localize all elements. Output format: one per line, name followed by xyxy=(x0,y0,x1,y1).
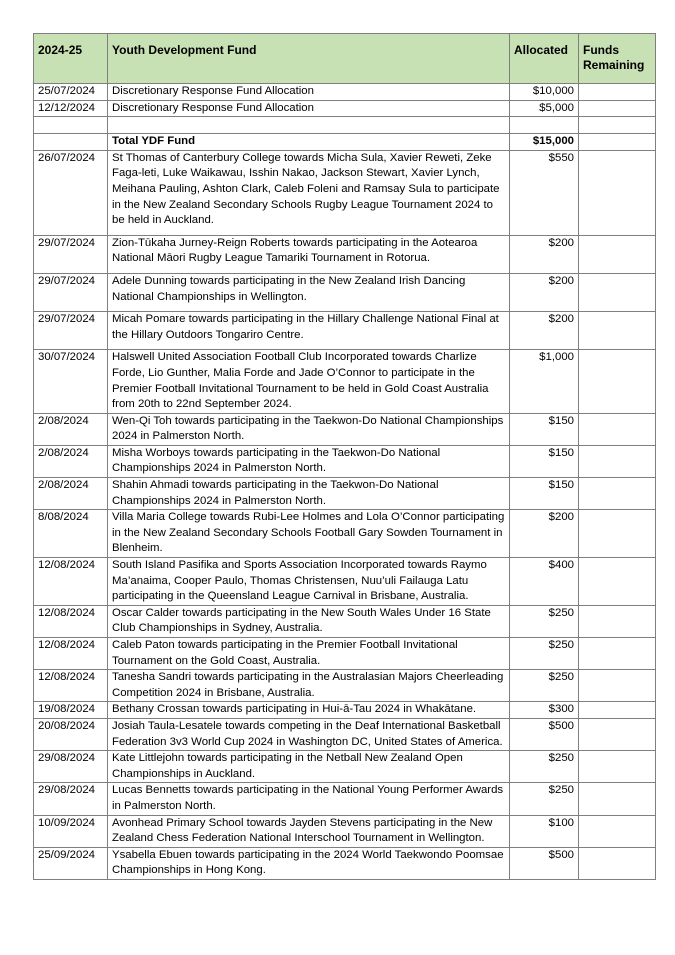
empty-row xyxy=(34,117,656,134)
header-remaining: Funds Remaining xyxy=(579,34,656,84)
empty-cell xyxy=(108,117,510,134)
row-allocated: $500 xyxy=(510,847,579,879)
row-description: Tanesha Sandri towards participating in the Australasian Majors Cheerleading Competition 2024 in Brisbane, Australia. xyxy=(108,670,510,702)
funding-row xyxy=(34,100,656,117)
row-description: Bethany Crossan towards participating in Hui-ā-Tau 2024 in Whakātane. xyxy=(108,702,510,719)
total-amount: $15,000 xyxy=(510,134,579,151)
row-remaining xyxy=(579,558,656,606)
empty-cell xyxy=(34,117,108,134)
allocation-row xyxy=(34,605,656,637)
row-date: 30/07/2024 xyxy=(34,350,108,413)
row-remaining xyxy=(579,783,656,815)
total-remaining xyxy=(579,134,656,151)
row-date: 25/09/2024 xyxy=(34,847,108,879)
row-remaining xyxy=(579,670,656,702)
allocation-row xyxy=(34,783,656,815)
row-description: Oscar Calder towards participating in the New South Wales Under 16 State Club Championships in Sydney, Australia. xyxy=(108,605,510,637)
row-date: 26/07/2024 xyxy=(34,150,108,235)
row-date: 19/08/2024 xyxy=(34,702,108,719)
row-description: South Island Pasifika and Sports Association Incorporated towards Raymo Ma’anaima, Cooper Paulo, Thomas Christensen, Nuu’uli Failauga Latu participating in the Queensland League Carnival in Brisbane, Australia. xyxy=(108,558,510,606)
row-date: 29/08/2024 xyxy=(34,783,108,815)
row-date: 29/07/2024 xyxy=(34,235,108,273)
row-remaining xyxy=(579,751,656,783)
funding-row xyxy=(34,84,656,101)
row-remaining xyxy=(579,718,656,750)
row-allocated: $200 xyxy=(510,235,579,273)
allocation-row xyxy=(34,235,656,273)
row-description: Discretionary Response Fund Allocation xyxy=(108,84,510,101)
header-row xyxy=(34,34,656,84)
row-allocated: $10,000 xyxy=(510,84,579,101)
row-allocated: $250 xyxy=(510,783,579,815)
allocation-row xyxy=(34,751,656,783)
row-allocated: $200 xyxy=(510,273,579,311)
row-allocated: $500 xyxy=(510,718,579,750)
row-remaining xyxy=(579,150,656,235)
row-date: 29/08/2024 xyxy=(34,751,108,783)
ydf-allocations-table xyxy=(33,33,656,880)
allocation-row xyxy=(34,638,656,670)
row-remaining xyxy=(579,312,656,350)
allocation-row xyxy=(34,478,656,510)
row-description: Adele Dunning towards participating in the New Zealand Irish Dancing National Championships in Wellington. xyxy=(108,273,510,311)
row-description: Josiah Taula-Lesatele towards competing in the Deaf International Basketball Federation 3v3 World Cup 2024 in Washington DC, United States of America. xyxy=(108,718,510,750)
row-date: 29/07/2024 xyxy=(34,273,108,311)
row-remaining xyxy=(579,84,656,101)
row-remaining xyxy=(579,638,656,670)
row-description: Caleb Paton towards participating in the Premier Football Invitational Tournament on the Gold Coast, Australia. xyxy=(108,638,510,670)
row-description: Halswell United Association Football Club Incorporated towards Charlize Forde, Lio Gunther, Malia Forde and Jade O’Connor to participate in the Premier Football Invitational Tournament to be held in Gold Coast Australia from 20th to 22nd September 2024. xyxy=(108,350,510,413)
row-date: 10/09/2024 xyxy=(34,815,108,847)
row-remaining xyxy=(579,702,656,719)
row-remaining xyxy=(579,815,656,847)
row-allocated: $150 xyxy=(510,413,579,445)
row-description: Kate Littlejohn towards participating in the Netball New Zealand Open Championships in Auckland. xyxy=(108,751,510,783)
row-date: 29/07/2024 xyxy=(34,312,108,350)
row-description: Micah Pomare towards participating in the Hillary Challenge National Final at the Hillary Outdoors Tongariro Centre. xyxy=(108,312,510,350)
empty-cell xyxy=(510,117,579,134)
row-description: Discretionary Response Fund Allocation xyxy=(108,100,510,117)
row-date: 8/08/2024 xyxy=(34,510,108,558)
row-allocated: $550 xyxy=(510,150,579,235)
allocation-row xyxy=(34,670,656,702)
row-allocated: $250 xyxy=(510,605,579,637)
allocation-row xyxy=(34,350,656,413)
allocation-row xyxy=(34,273,656,311)
row-remaining xyxy=(579,478,656,510)
total-row xyxy=(34,134,656,151)
row-date: 12/08/2024 xyxy=(34,558,108,606)
row-date: 12/12/2024 xyxy=(34,100,108,117)
row-allocated: $100 xyxy=(510,815,579,847)
header-fund: Youth Development Fund xyxy=(108,34,510,84)
allocation-row xyxy=(34,445,656,477)
allocation-row xyxy=(34,413,656,445)
allocation-row xyxy=(34,702,656,719)
allocation-row xyxy=(34,847,656,879)
row-allocated: $1,000 xyxy=(510,350,579,413)
row-allocated: $200 xyxy=(510,312,579,350)
allocation-row xyxy=(34,510,656,558)
row-date: 2/08/2024 xyxy=(34,478,108,510)
row-date: 2/08/2024 xyxy=(34,445,108,477)
row-remaining xyxy=(579,847,656,879)
row-date: 2/08/2024 xyxy=(34,413,108,445)
row-description: Shahin Ahmadi towards participating in the Taekwon-Do National Championships 2024 in Palmerston North. xyxy=(108,478,510,510)
allocation-row xyxy=(34,558,656,606)
row-remaining xyxy=(579,445,656,477)
total-date xyxy=(34,134,108,151)
allocation-row xyxy=(34,815,656,847)
empty-cell xyxy=(579,117,656,134)
row-remaining xyxy=(579,350,656,413)
row-remaining xyxy=(579,413,656,445)
allocation-row xyxy=(34,312,656,350)
total-label: Total YDF Fund xyxy=(108,134,510,151)
row-description: Avonhead Primary School towards Jayden Stevens participating in the New Zealand Chess Federation National Interschool Tournament in Wellington. xyxy=(108,815,510,847)
row-description: Wen-Qi Toh towards participating in the Taekwon-Do National Championships 2024 in Palmerston North. xyxy=(108,413,510,445)
row-allocated: $150 xyxy=(510,478,579,510)
row-date: 12/08/2024 xyxy=(34,605,108,637)
header-allocated: Allocated xyxy=(510,34,579,84)
allocation-row xyxy=(34,718,656,750)
row-allocated: $250 xyxy=(510,638,579,670)
row-allocated: $150 xyxy=(510,445,579,477)
row-allocated: $200 xyxy=(510,510,579,558)
row-date: 20/08/2024 xyxy=(34,718,108,750)
row-allocated: $300 xyxy=(510,702,579,719)
row-description: Misha Worboys towards participating in the Taekwon-Do National Championships 2024 in Palmerston North. xyxy=(108,445,510,477)
row-date: 12/08/2024 xyxy=(34,638,108,670)
allocation-row xyxy=(34,150,656,235)
row-remaining xyxy=(579,605,656,637)
row-description: Ysabella Ebuen towards participating in the 2024 World Taekwondo Poomsae Championships in Hong Kong. xyxy=(108,847,510,879)
header-period: 2024-25 xyxy=(34,34,108,84)
row-remaining xyxy=(579,510,656,558)
row-allocated: $5,000 xyxy=(510,100,579,117)
row-description: St Thomas of Canterbury College towards Micha Sula, Xavier Reweti, Zeke Faga-leti, Luke Waikawau, Isshin Nakao, Jackson Stewart, Xavier Lynch, Meihana Pauling, Ashton Clark, Caleb Foleni and Ramsay Sula to participate in the New Zealand Secondary Schools Rugby League Tournament 2024 to be held in Auckland. xyxy=(108,150,510,235)
row-allocated: $250 xyxy=(510,670,579,702)
row-allocated: $400 xyxy=(510,558,579,606)
row-date: 12/08/2024 xyxy=(34,670,108,702)
row-description: Lucas Bennetts towards participating in the National Young Performer Awards in Palmerston North. xyxy=(108,783,510,815)
row-remaining xyxy=(579,273,656,311)
row-remaining xyxy=(579,235,656,273)
row-date: 25/07/2024 xyxy=(34,84,108,101)
row-remaining xyxy=(579,100,656,117)
row-allocated: $250 xyxy=(510,751,579,783)
row-description: Villa Maria College towards Rubi-Lee Holmes and Lola O’Connor participating in the New Zealand Secondary Schools Football Gary Sowden Tournament in Blenheim. xyxy=(108,510,510,558)
row-description: Zion-Tūkaha Jurney-Reign Roberts towards participating in the Aotearoa National Māori Rugby League Tamariki Tournament in Rotorua. xyxy=(108,235,510,273)
